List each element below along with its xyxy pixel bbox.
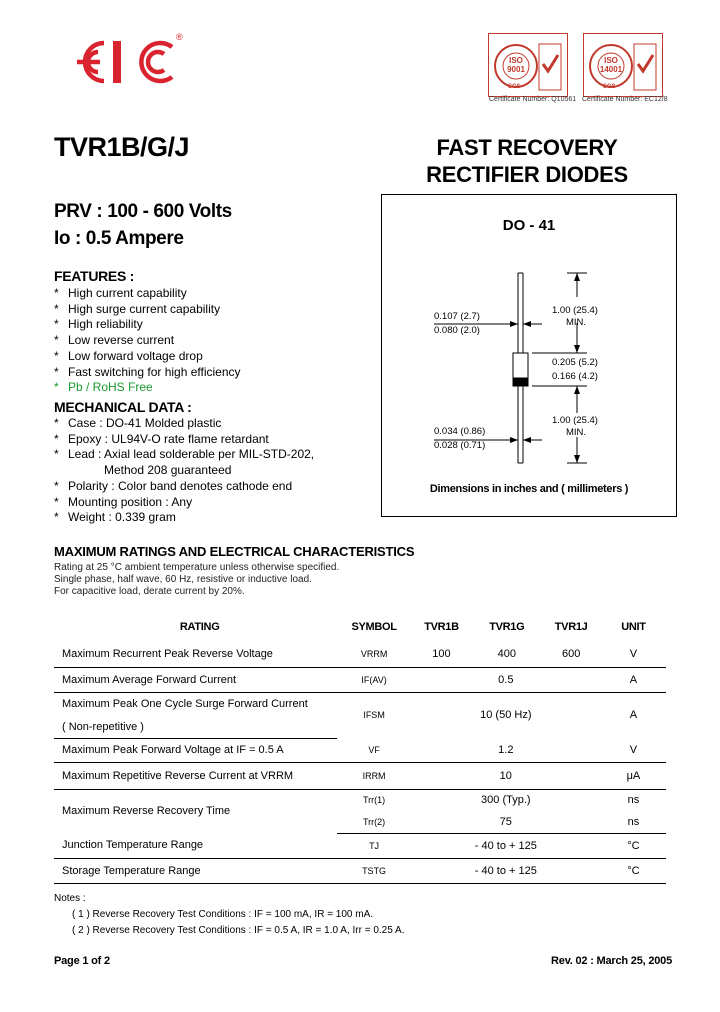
list-item: Method 208 guaranteed — [104, 463, 232, 478]
dim-lead-dia-max: 0.107 (2.7) — [434, 311, 480, 322]
list-item: * Case : DO-41 Molded plastic — [54, 416, 222, 430]
note-item: ( 2 ) Reverse Recovery Test Conditions : IF = 0.5 A, IR = 1.0 A, Irr = 0.25 A. — [72, 925, 405, 936]
list-item: * Low forward voltage drop — [54, 348, 203, 363]
notes-block — [54, 891, 404, 939]
table-row: ( Non-repetitive ) — [54, 716, 666, 738]
col-rating: RATING — [179, 621, 220, 633]
col-tvr1j: TVR1J — [554, 621, 588, 633]
table-row: Maximum Peak One Cycle Surge Forward Current IFSM 10 (50 Hz) A — [62, 698, 638, 722]
col-symbol: SYMBOL — [351, 621, 397, 633]
iso14001-cert — [583, 33, 663, 97]
dim-body-max: 0.205 (5.2) — [552, 357, 598, 368]
list-item-rohs: * Pb / RoHS Free — [54, 380, 153, 395]
dim-wire-min: 0.028 (0.71) — [434, 440, 486, 451]
iso9001-badge: ISO 9001 — [507, 56, 525, 74]
dim-top-length: 1.00 (25.4) — [552, 305, 598, 316]
list-item: * Weight : 0.339 gram — [54, 510, 176, 525]
col-tvr1g: TVR1G — [489, 621, 525, 633]
registered-mark: ® — [176, 32, 183, 42]
product-type-line1: FAST RECOVERY — [436, 135, 618, 160]
note-item: ( 1 ) Reverse Recovery Test Conditions : IF = 100 mA, IR = 100 mA. — [72, 909, 374, 920]
prv-spec: PRV : 100 - 600 Volts — [54, 201, 232, 222]
list-item: * Polarity : Color band denotes cathode end — [54, 478, 293, 493]
eic-logo-mark — [58, 32, 188, 92]
ratings-note-3: For capacitive load, derate current by 20%. — [54, 586, 245, 597]
part-number: TVR1B/G/J — [54, 132, 190, 162]
dim-bottom-min: MIN. — [566, 427, 587, 438]
dim-lead-dia-min: 0.080 (2.0) — [434, 325, 480, 336]
table-row: Maximum Peak Forward Voltage at IF = 0.5 A VF 1.2 V — [54, 738, 666, 762]
mechanical-list — [54, 416, 314, 526]
table-row: Maximum Recurrent Peak Reverse Voltage VRRM 100 400 600 V — [54, 642, 666, 667]
list-item: * High surge current capability — [54, 301, 221, 316]
cert-number-1: Certificate Number: Q10561 — [489, 96, 577, 103]
do41-outline-drawing — [382, 195, 676, 516]
ratings-table — [54, 612, 666, 884]
package-caption: Dimensions in inches and ( millimeters ) — [429, 483, 629, 495]
ratings-note-2: Single phase, half wave, 60 Hz, resistive or inductive load. — [54, 574, 312, 585]
col-unit: UNIT — [621, 621, 646, 633]
table-header-row — [54, 612, 666, 642]
features-title: FEATURES : — [54, 268, 134, 284]
notes-title: Notes : — [54, 893, 86, 904]
dim-wire-max: 0.034 (0.86) — [434, 426, 486, 437]
company-logo — [58, 32, 188, 92]
col-tvr1b: TVR1B — [424, 621, 459, 633]
ratings-title: MAXIMUM RATINGS AND ELECTRICAL CHARACTERISTICS — [54, 544, 415, 559]
ratings-note-1: Rating at 25 °C ambient temperature unless otherwise specified. — [54, 562, 340, 573]
list-item: * Low reverse current — [54, 333, 175, 348]
io-spec: Io : 0.5 Ampere — [54, 228, 184, 249]
list-item: * Epoxy : UL94V-O rate flame retardant — [54, 431, 269, 446]
table-row: Maximum Reverse Recovery Time Trr(1) 300 (Typ.) ns — [62, 794, 640, 818]
list-item: * Mounting position : Any — [54, 494, 193, 509]
table-row: Trr(2) 75 ns — [54, 811, 666, 833]
iso14001-badge: ISO 14001 — [599, 56, 623, 74]
table-row: Maximum Average Forward Current IF(AV) 0.5 A — [54, 667, 666, 692]
revision-date: Rev. 02 : March 25, 2005 — [551, 955, 672, 967]
list-item: * Lead : Axial lead solderable per MIL-STD-202, — [54, 447, 315, 462]
dim-bottom-length: 1.00 (25.4) — [552, 415, 598, 426]
cert-number-2: Certificate Number: EC12/8 — [582, 96, 668, 103]
dim-body-min: 0.166 (4.2) — [552, 371, 598, 382]
package-drawing-box — [381, 194, 677, 517]
sgs-label: SGS — [603, 84, 616, 90]
table-row: Storage Temperature Range TSTG - 40 to + 125 °C — [54, 858, 666, 883]
page-number: Page 1 of 2 — [54, 955, 110, 967]
sgs-label: SGS — [508, 84, 521, 90]
dim-top-min: MIN. — [566, 317, 587, 328]
product-type-line2: RECTIFIER DIODES — [426, 162, 628, 187]
list-item: * Fast switching for high efficiency — [54, 364, 241, 379]
features-list — [54, 286, 241, 396]
package-name: DO - 41 — [502, 217, 556, 234]
list-item: * High reliability — [54, 317, 143, 332]
table-row: Maximum Repetitive Reverse Current at VRRM IRRM 10 μA — [54, 762, 666, 789]
list-item: * High current capability — [54, 286, 187, 300]
iso9001-cert — [488, 33, 568, 97]
table-row: Junction Temperature Range TJ - 40 to + 125 °C — [54, 833, 666, 858]
mechanical-title: MECHANICAL DATA : — [54, 399, 192, 415]
